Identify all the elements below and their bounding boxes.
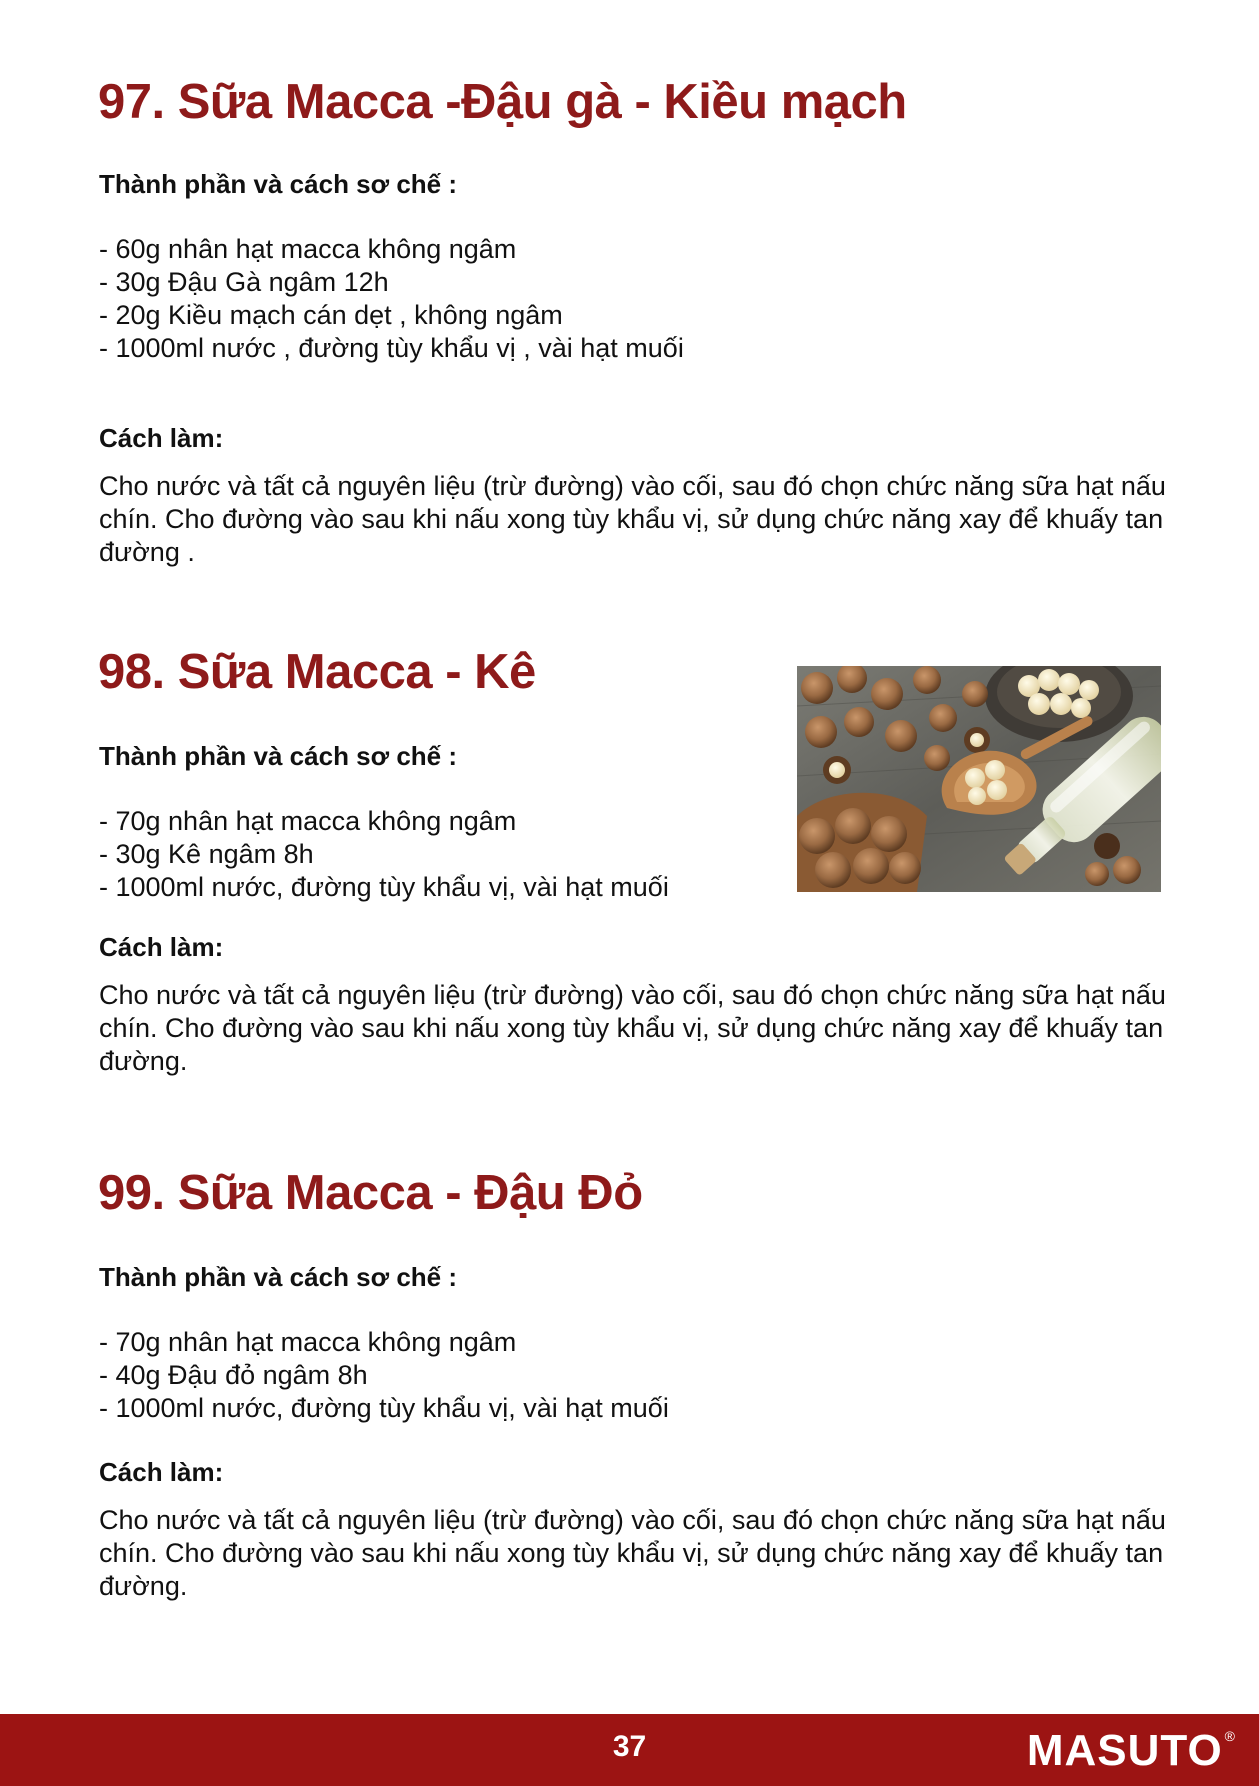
page-number: 37 (612, 1730, 647, 1763)
ingredient-item: - 70g nhân hạt macca không ngâm (99, 806, 517, 836)
recipe-98-ingredients-list (99, 805, 669, 904)
ingredient-item: - 1000ml nước, đường tùy khẩu vị, vài hạt muối (99, 1393, 669, 1423)
recipe-99-title: 99. Sữa Macca - Đậu Đỏ (98, 1166, 643, 1220)
footer-bar (0, 1714, 1259, 1786)
ingredient-item: - 30g Kê ngâm 8h (99, 839, 314, 869)
recipe-98-title: 98. Sữa Macca - Kê (98, 645, 536, 699)
ingredient-item: - 70g nhân hạt macca không ngâm (99, 1327, 517, 1357)
registered-mark: ® (1224, 1728, 1235, 1744)
recipe-97-method-text: Cho nước và tất cả nguyên liệu (trừ đường) vào cối, sau đó chọn chức năng sữa hạt nấu chín. Cho đường vào sau khi nấu xong tùy khẩu vị, sử dụng chức năng xay để khuấy tan đường . (99, 471, 1166, 567)
recipe-97-title: 97. Sữa Macca -Đậu gà - Kiều mạch (98, 75, 907, 129)
recipe-98-ingredients-heading: Thành phần và cách sơ chế : (99, 741, 458, 771)
masuto-logo (1027, 1726, 1235, 1776)
brand-name: MASUTO (1026, 1726, 1223, 1775)
recipe-99-method-heading: Cách làm: (99, 1457, 224, 1487)
recipe-99-ingredients-heading: Thành phần và cách sơ chế : (99, 1262, 458, 1292)
ingredient-item: - 1000ml nước, đường tùy khẩu vị, vài hạt muối (99, 872, 669, 902)
recipe-98-method-heading: Cách làm: (99, 932, 224, 962)
ingredient-item: - 20g Kiều mạch cán dẹt , không ngâm (99, 300, 563, 330)
recipe-97-ingredients-list (99, 233, 684, 365)
ingredient-item: - 60g nhân hạt macca không ngâm (99, 234, 517, 264)
recipe-99-ingredients-list (99, 1326, 669, 1425)
ingredient-item: - 40g Đậu đỏ ngâm 8h (99, 1360, 368, 1390)
recipe-99-method-text: Cho nước và tất cả nguyên liệu (trừ đường) vào cối, sau đó chọn chức năng sữa hạt nấu chín. Cho đường vào sau khi nấu xong tùy khẩu vị, sử dụng chức năng xay để khuấy tan đường. (99, 1505, 1166, 1601)
ingredient-item: - 1000ml nước , đường tùy khẩu vị , vài hạt muối (99, 333, 684, 363)
recipe-97-ingredients-heading: Thành phần và cách sơ chế : (99, 169, 458, 199)
macadamia-nuts-and-oil-photo (797, 666, 1161, 892)
recipe-97-method-heading: Cách làm: (99, 423, 224, 453)
recipe-98-method-text: Cho nước và tất cả nguyên liệu (trừ đường) vào cối, sau đó chọn chức năng sữa hạt nấu chín. Cho đường vào sau khi nấu xong tùy khẩu vị, sử dụng chức năng xay để khuấy tan đường. (99, 980, 1166, 1076)
ingredient-item: - 30g Đậu Gà ngâm 12h (99, 267, 389, 297)
photo-illustration (797, 666, 1161, 892)
